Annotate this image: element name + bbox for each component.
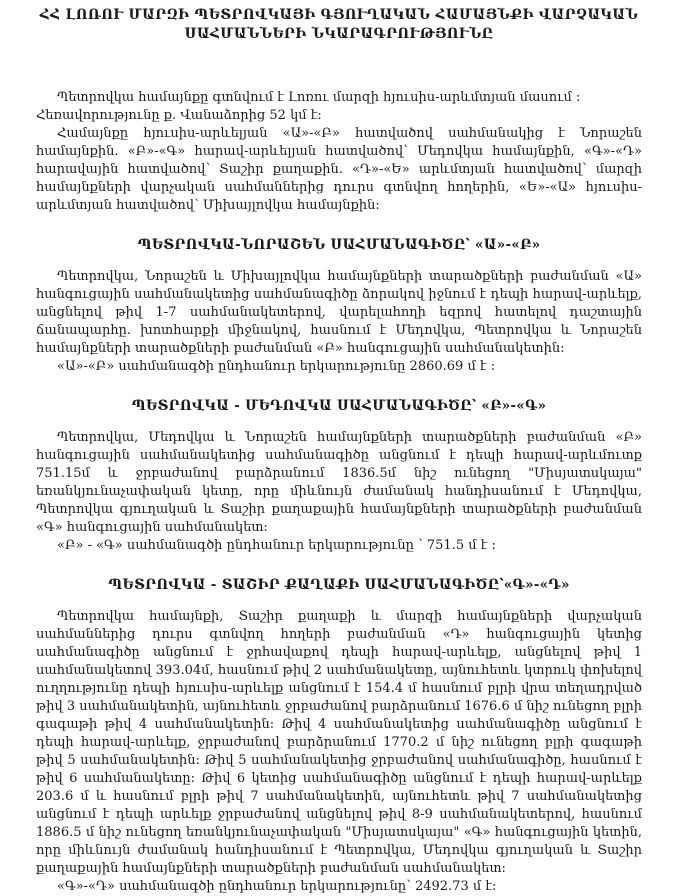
section-length-line: «Բ» - «Գ» սահմանագծի ընդհանուր երկարությունը ՝ 751.5 մ է : — [57, 538, 496, 553]
section-heading: ՊԵՏՐՈՎԿԱ - ՏԱՇԻՐ ՔԱՂԱՔԻ ՍԱՀՄԱՆԱԳԻԾԸ՝«Գ»-«Դ» — [108, 577, 570, 593]
section-petrovka-medovka — [36, 397, 642, 555]
intro-sentence-location: Պետրովկա համայնքը գտնվում է Լոռու մարզի հյուսիս-արևմտյան մասում : — [57, 90, 581, 105]
section-heading: ՊԵՏՐՈՎԿԱ-ՆՈՐԱՇԵՆ ՍԱՀՄԱՆԱԳԻԾԸ՝ «Ա»-«Բ» — [137, 237, 541, 253]
section-body: Պետրովկա համայնքի, Տաշիր քաղաքի և մարզի համայնքների վարչական սահմաններից դուրս գտնվող հողերի բաժանման «Դ» հանգուցային կետից սահմանագիծը անցնում է ջրհավաքով դեպի հարավ-արևելք, անցնելով թիվ 1 սահմանակետով 393.04մ, հասնում թիվ 2 սահմանակետը, այնուհետև կտրուկ փոխելով ուղղությունը դեպի հյուսիս-արևելք անցնում է 154.4 մ հասնում բլրի վրա տեղադրված թիվ 3 սահմանակետին, այնուհետև ջրբաժանով բարձրանում 1676.6 մ նիշ ունեցող բլրի գագաթի թիվ 4 սահմանակետին: Թիվ 4 սահմանակետից սահմանագիծը անցնում է դեպի հարավ-արևելք, ջրբաժանով բարձրանում 1770.2 մ նիշ ունեցող բլրի գագաթի թիվ 5 սահմանակետին: Թիվ 5 սահմանակետից ջրբաժանով սահմանագիծը, հասնում է թիվ 6 սահմանակետը: Թիվ 6 կետից սահմանագիծը անցնում է դեպի հարավ-արևելք 203.6 մ և հասնում բլրի թիվ 7 սահմանակետին, այնուհետև թիվ 7 սահմանակետից անցնում է դեպի արևելք ջրբաժանով անցնելով թիվ 8-9 սահմանակետերով, հասնում 1886.5 մ նիշ ունեցող եռանկյունաչափական "Միսյատսկայա" «Գ» հանգուցային կետին, որը միևնույն ժամանակ հանդիսանում է Պետրովկա, Մեդովկա գյուղական և Տաշիր քաղաքային համայնքների տարածքների բաժանման սահմանակետ: — [36, 609, 642, 876]
section-heading: ՊԵՏՐՈՎԿԱ - ՄԵԴՈՎԿԱ ՍԱՀՄԱՆԱԳԻԾԸ՝ «Բ»-«Գ» — [131, 398, 547, 414]
document-title — [36, 6, 642, 44]
section-petrovka-norashen — [36, 236, 642, 376]
section-length-line: «Ա»-«Բ» սահմանագծի ընդհանուր երկարությունը 2860.69 մ է : — [57, 359, 496, 374]
intro-sentence-distance: Հեռավորությունը ք. Վանաձորից 52 կմ է: — [36, 108, 322, 123]
section-body: Պետրովկա, Մեդովկա և Նորաշեն համայնքների տարածքների բաժանման «Բ» հանգուցային սահմանակետից սահմանագիծը անցնում է դեպի հարավ-արևմուտք 751.15մ և ջրբաժանով բարձրանում 1836.5մ նիշ ունեցող "Միսյատսկայա" եռանկյունաչափական կետը, որը միևնույն ժամանակ հանդիսանում է Մեդովկա, Պետրովկա գյուղական և Տաշիր քաղաքային համայնքների տարածքների բաժանման «Գ» հանգուցային սահմանակետ: — [36, 430, 642, 535]
section-length-line: «Գ»-«Դ» սահմանագծի ընդհանուր երկարությունը՝ 2492.73 մ է: — [57, 879, 497, 894]
title-line-2: ՍԱՀՄԱՆՆԵՐԻ ՆԿԱՐԱԳՐՈՒԹՅՈՒՆԸ — [184, 26, 494, 42]
section-body: Պետրովկա, Նորաշեն և Միխայլովկա համայնքների տարածքների բաժանման «Ա» հանգուցային սահմանակետից սահմանագիծը ձորակով իջնում է դեպի հարավ-արևելք, անցնելով թիվ 1-7 սահմանակետերով, վարելահողի եզրով հատելով դաշտային ճանապարհը. խոտհարքի միջնակով, հասնում է Մեդովկա, Պետրովկա և Նորաշեն համայնքների տարածքների բաժանման «Բ» հանգուցային սահմանակետին: — [36, 269, 642, 356]
intro-block — [36, 89, 642, 215]
intro-borders-paragraph: Համայնքը հյուսիս-արևելյան «Ա»-«Բ» հատվածով սահմանակից է Նորաշեն համայնքին. «Բ»-«Գ» հարավ-արևելյան հատվածով՝ Մեդովկա համայնքին, «Գ»-«Դ» հարավային հատվածով՝ Տաշիր քաղաքին. «Դ»-«Ե» արևմտյան հատվածով՝ մարզի համայնքների վարչական սահմաններից դուրս գտնվող հողերին, «Ե»-«Ա» հյուսիս-արևմտյան հատվածով՝ Միխայլովկա համայնքին: — [36, 126, 642, 213]
title-line-1: ՀՀ ԼՈՌՈՒ ՄԱՐԶԻ ՊԵՏՐՈՎԿԱՅԻ ԳՅՈՒՂԱԿԱՆ ՀԱՄԱՅՆՔԻ ՎԱՐՉԱԿԱՆ — [39, 7, 639, 23]
section-petrovka-tashir — [36, 576, 642, 896]
